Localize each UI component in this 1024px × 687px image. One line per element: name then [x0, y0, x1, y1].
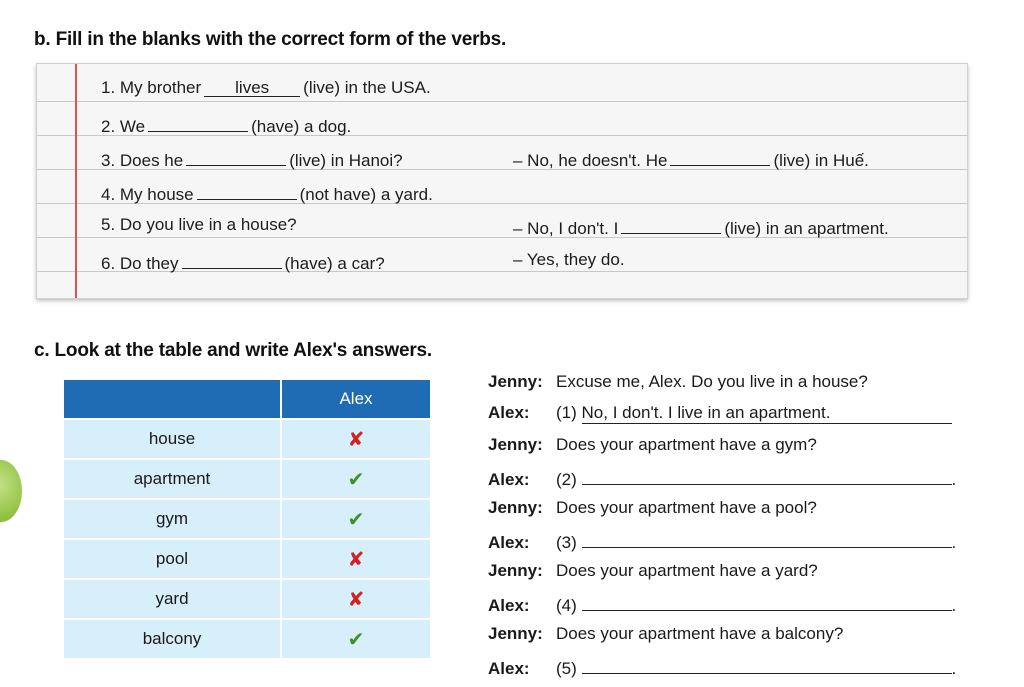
answer-field[interactable] [582, 592, 952, 611]
check-icon: ✔ [281, 459, 431, 499]
cross-icon: ✘ [281, 539, 431, 579]
answer-blank[interactable] [621, 215, 721, 234]
answer-blank[interactable] [182, 250, 282, 269]
table-header-row [63, 379, 431, 419]
table-row [63, 499, 431, 539]
feature-label: pool [63, 539, 281, 579]
dialogue-line-alex: Alex: (4) . [488, 592, 956, 616]
exercise-item-4: 4. My house (not have) a yard. [101, 181, 433, 205]
dialogue-line-jenny: Jenny: Does your apartment have a balcony? [488, 624, 844, 643]
exercise-item-2: 2. We (have) a dog. [101, 113, 351, 137]
dialogue-line-alex: Alex: (3) . [488, 529, 956, 553]
answer-blank[interactable] [197, 181, 297, 200]
check-icon: ✔ [281, 499, 431, 539]
table-row [63, 459, 431, 499]
exercise-item-6-response: – Yes, they do. [513, 250, 625, 269]
answer-field[interactable] [582, 466, 952, 485]
feature-label: apartment [63, 459, 281, 499]
apartment-features-table [62, 378, 432, 660]
answer-field[interactable] [582, 529, 952, 548]
section-c-title: c. Look at the table and write Alex's answers. [34, 340, 432, 361]
answer-blank[interactable] [148, 113, 248, 132]
dialogue-line-jenny: Jenny: Excuse me, Alex. Do you live in a house? [488, 372, 868, 391]
table-row [63, 579, 431, 619]
table-row [63, 539, 431, 579]
feature-label: house [63, 419, 281, 459]
answer-blank[interactable] [186, 147, 286, 166]
cross-icon: ✘ [281, 579, 431, 619]
dialogue-line-jenny: Jenny: Does your apartment have a gym? [488, 435, 817, 454]
exercise-item-1: 1. My brother lives (live) in the USA. [101, 78, 431, 97]
table-header-empty [63, 379, 281, 419]
exercise-item-5-response: – No, I don't. I (live) in an apartment. [513, 215, 889, 239]
exercise-item-5: 5. Do you live in a house? [101, 215, 297, 234]
feature-label: yard [63, 579, 281, 619]
table-header-alex: Alex [281, 379, 431, 419]
notebook-paper [36, 63, 968, 299]
dialogue-line-alex: Alex: (5) . [488, 655, 956, 679]
margin-line [75, 64, 77, 298]
dialogue-line-jenny: Jenny: Does your apartment have a yard? [488, 561, 818, 580]
answer-field[interactable]: No, I don't. I live in an apartment. [582, 403, 952, 424]
exercise-item-6: 6. Do they (have) a car? [101, 250, 385, 274]
feature-label: balcony [63, 619, 281, 659]
exercise-item-3: 3. Does he (live) in Hanoi? [101, 147, 403, 171]
dialogue-line-alex: Alex: (2) . [488, 466, 956, 490]
decorative-green-circle [0, 460, 22, 522]
table-row [63, 619, 431, 659]
answer-field[interactable] [582, 655, 952, 674]
check-icon: ✔ [281, 619, 431, 659]
dialogue-line-jenny: Jenny: Does your apartment have a pool? [488, 498, 817, 517]
cross-icon: ✘ [281, 419, 431, 459]
feature-label: gym [63, 499, 281, 539]
answer-blank[interactable] [670, 147, 770, 166]
dialogue-line-alex: Alex: (1) No, I don't. I live in an apartment. [488, 403, 952, 424]
section-b-title: b. Fill in the blanks with the correct form of the verbs. [34, 29, 507, 50]
answer-blank[interactable]: lives [204, 78, 300, 97]
table-row [63, 419, 431, 459]
exercise-item-3-response: – No, he doesn't. He (live) in Huế. [513, 147, 869, 171]
